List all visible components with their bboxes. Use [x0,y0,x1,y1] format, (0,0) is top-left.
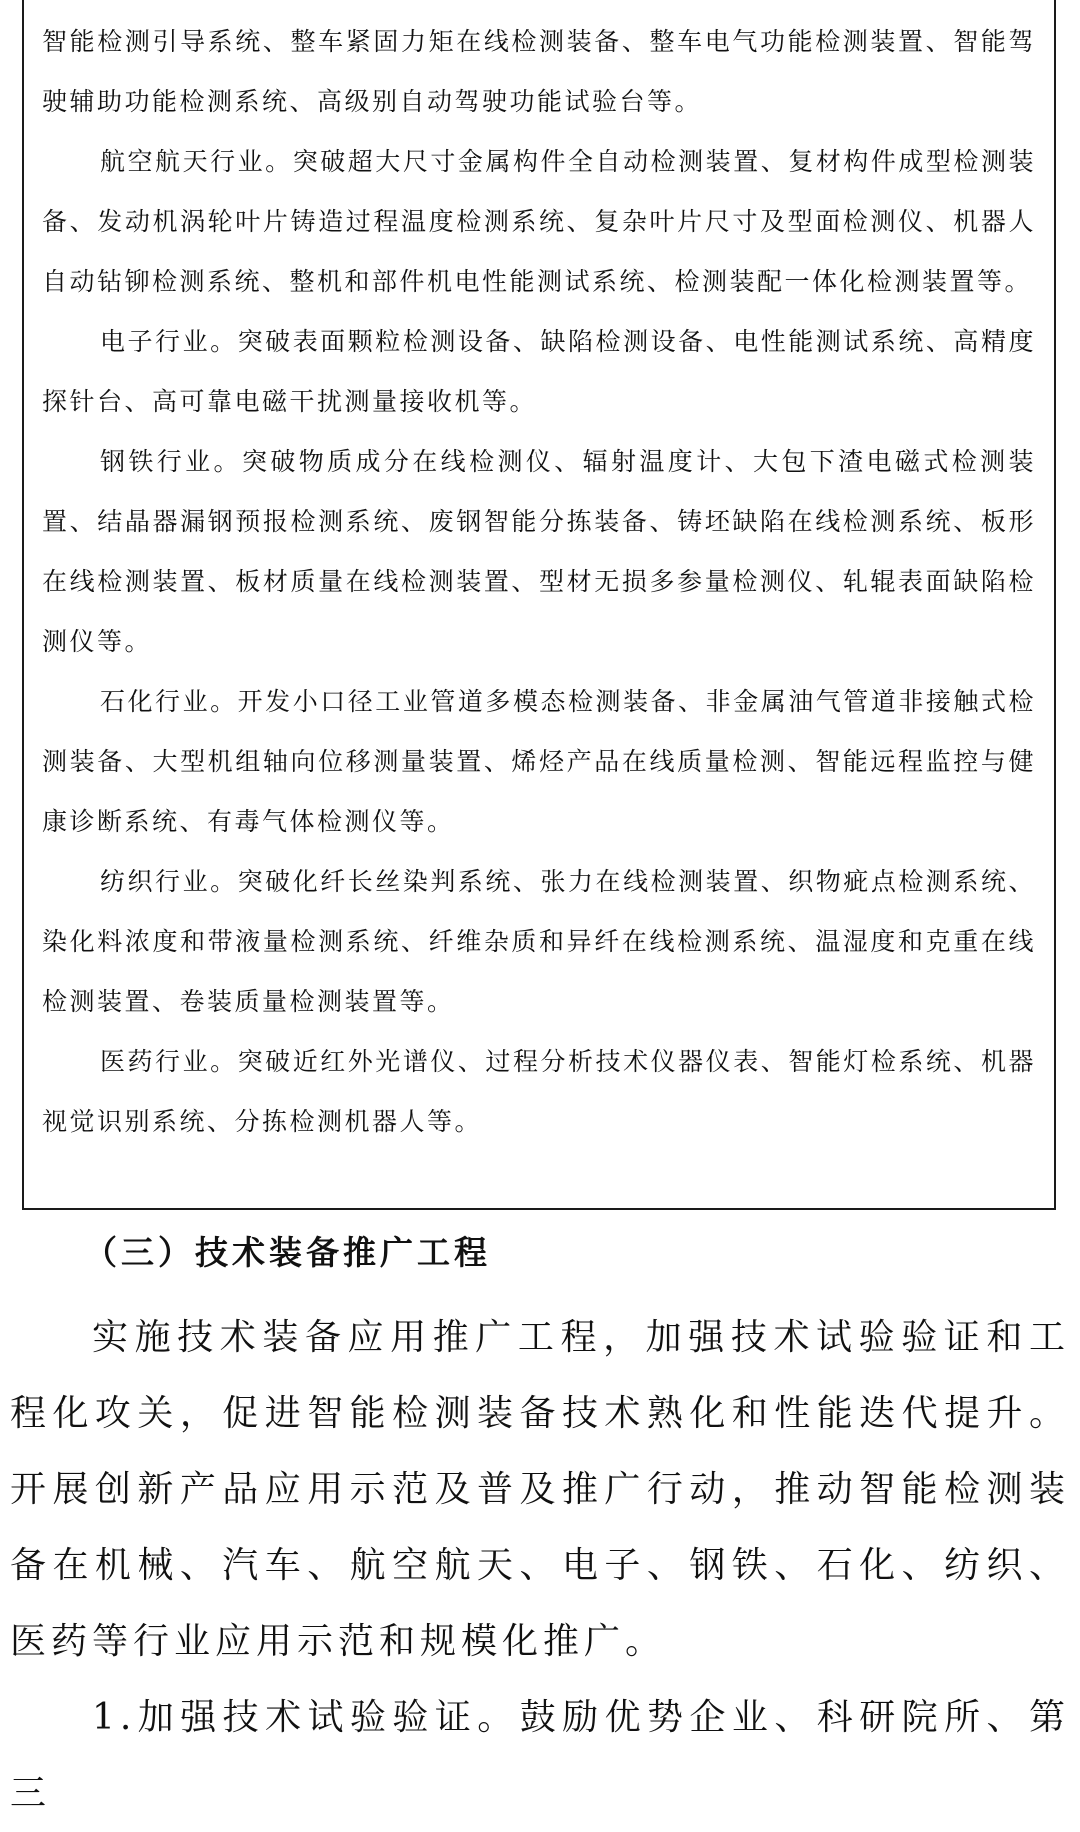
box-paragraph-pharmaceutical: 医药行业。突破近红外光谱仪、过程分析技术仪器仪表、智能灯检系统、机器视觉识别系统、分拣检测机器人等。 [42,1047,1036,1136]
box-paragraph-electronics: 电子行业。突破表面颗粒检测设备、缺陷检测设备、电性能测试系统、高精度探针台、高可靠电磁干扰测量接收机等。 [42,327,1036,416]
body-paragraph-intro: 实施技术装备应用推广工程，加强技术试验验证和工程化攻关，促进智能检测装备技术熟化和性能迭代提升。开展创新产品应用示范及普及推广行动，推动智能检测装备在机械、汽车、航空航天、电子、钢铁、石化、纺织、医药等行业应用示范和规模化推广。 [10,1317,1070,1662]
body-paragraph-item-1: 1.加强技术试验验证。鼓励优势企业、科研院所、第三 [10,1697,1070,1814]
box-paragraph-textile: 纺织行业。突破化纤长丝染判系统、张力在线检测装置、织物疵点检测系统、染化料浓度和带液量检测系统、纤维杂质和异纤在线检测系统、温湿度和克重在线检测装置、卷装质量检测装置等。 [42,867,1036,1016]
box-paragraph-steel: 钢铁行业。突破物质成分在线检测仪、辐射温度计、大包下渣电磁式检测装置、结晶器漏钢预报检测系统、废钢智能分拣装备、铸坯缺陷在线检测系统、板形在线检测装置、板材质量在线检测装置、型材无损多参量检测仪、轧辊表面缺陷检测仪等。 [42,447,1036,656]
boxed-text-panel [22,0,1056,1210]
section-heading: （三）技术装备推广工程 [84,1233,491,1272]
box-paragraph-automotive-continued: 智能检测引导系统、整车紧固力矩在线检测装备、整车电气功能检测装置、智能驾驶辅助功能检测系统、高级别自动驾驶功能试验台等。 [42,27,1036,116]
box-paragraph-aerospace: 航空航天行业。突破超大尺寸金属构件全自动检测装置、复材构件成型检测装备、发动机涡轮叶片铸造过程温度检测系统、复杂叶片尺寸及型面检测仪、机器人自动钻铆检测系统、整机和部件机电性能测试系统、检测装配一体化检测装置等。 [42,147,1036,296]
box-paragraph-petrochemical: 石化行业。开发小口径工业管道多模态检测装备、非金属油气管道非接触式检测装备、大型机组轴向位移测量装置、烯烃产品在线质量检测、智能远程监控与健康诊断系统、有毒气体检测仪等。 [42,687,1036,836]
